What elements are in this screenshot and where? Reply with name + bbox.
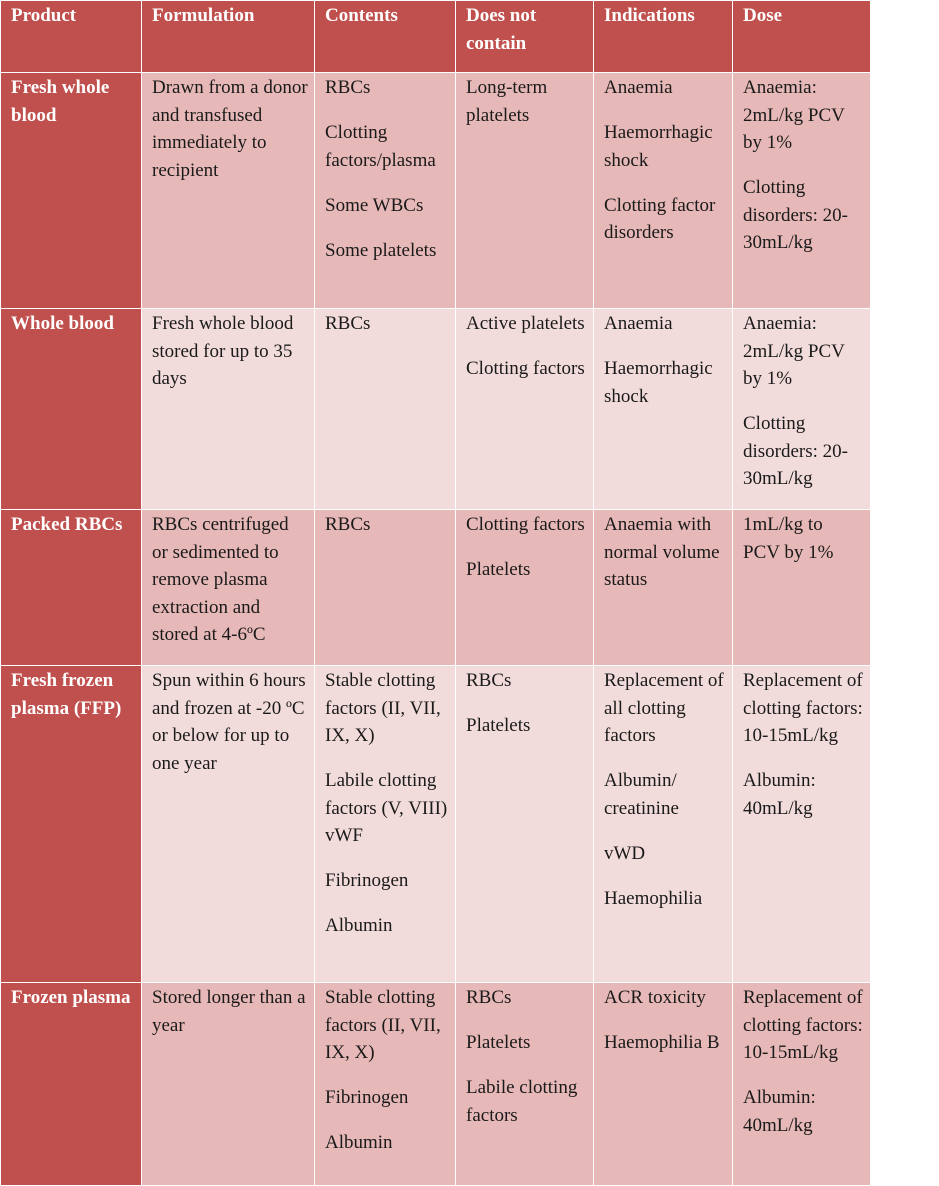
formulation-cell: Fresh whole blood stored for up to 35 days [142, 309, 315, 510]
col-header-does-not-contain: Does not contain [456, 1, 594, 73]
does-not-contain-cell: Long-term platelets [456, 73, 594, 309]
formulation-cell: Stored longer than a year [142, 983, 315, 1186]
dose-cell: Anaemia: 2mL/kg PCV by 1% Clotting disorders: 20-30mL/kg [733, 73, 871, 309]
col-header-product: Product [1, 1, 142, 73]
contents-cell: RBCs [315, 309, 456, 510]
does-not-contain-cell: RBCs Platelets [456, 666, 594, 983]
table-row [1, 983, 871, 1186]
table-row [1, 666, 871, 983]
header-row [1, 1, 871, 73]
contents-cell: Stable clotting factors (II, VII, IX, X) Fibrinogen Albumin [315, 983, 456, 1186]
col-header-indications: Indications [594, 1, 733, 73]
col-header-dose: Dose [733, 1, 871, 73]
indications-cell: Anaemia Haemorrhagic shock [594, 309, 733, 510]
product-cell: Fresh whole blood [1, 73, 142, 309]
col-header-contents: Contents [315, 1, 456, 73]
dose-cell: 1mL/kg to PCV by 1% [733, 510, 871, 666]
indications-cell: ACR toxicity Haemophilia B [594, 983, 733, 1186]
contents-cell: Stable clotting factors (II, VII, IX, X) Labile clotting factors (V, VIII) vWF Fibrinogen Albumin [315, 666, 456, 983]
does-not-contain-cell: Active platelets Clotting factors [456, 309, 594, 510]
product-cell: Whole blood [1, 309, 142, 510]
formulation-cell: Spun within 6 hours and frozen at -20 ºC or below for up to one year [142, 666, 315, 983]
table-row [1, 510, 871, 666]
table-row [1, 309, 871, 510]
indications-cell: Anaemia with normal volume status [594, 510, 733, 666]
product-cell: Frozen plasma [1, 983, 142, 1186]
dose-cell: Replacement of clotting factors: 10-15mL/kg Albumin: 40mL/kg [733, 666, 871, 983]
does-not-contain-cell: RBCs Platelets Labile clotting factors [456, 983, 594, 1186]
indications-cell: Replacement of all clotting factors Albumin/ creatinine vWD Haemophilia [594, 666, 733, 983]
product-cell: Packed RBCs [1, 510, 142, 666]
dose-cell: Anaemia: 2mL/kg PCV by 1% Clotting disorders: 20-30mL/kg [733, 309, 871, 510]
does-not-contain-cell: Clotting factors Platelets [456, 510, 594, 666]
product-cell: Fresh frozen plasma (FFP) [1, 666, 142, 983]
formulation-cell: Drawn from a donor and transfused immediately to recipient [142, 73, 315, 309]
table-row [1, 73, 871, 309]
col-header-formulation: Formulation [142, 1, 315, 73]
indications-cell: Anaemia Haemorrhagic shock Clotting factor disorders [594, 73, 733, 309]
contents-cell: RBCs [315, 510, 456, 666]
dose-cell: Replacement of clotting factors: 10-15mL/kg Albumin: 40mL/kg [733, 983, 871, 1186]
contents-cell: RBCs Clotting factors/plasma Some WBCs Some platelets [315, 73, 456, 309]
formulation-cell: RBCs centrifuged or sedimented to remove plasma extraction and stored at 4-6ºC [142, 510, 315, 666]
